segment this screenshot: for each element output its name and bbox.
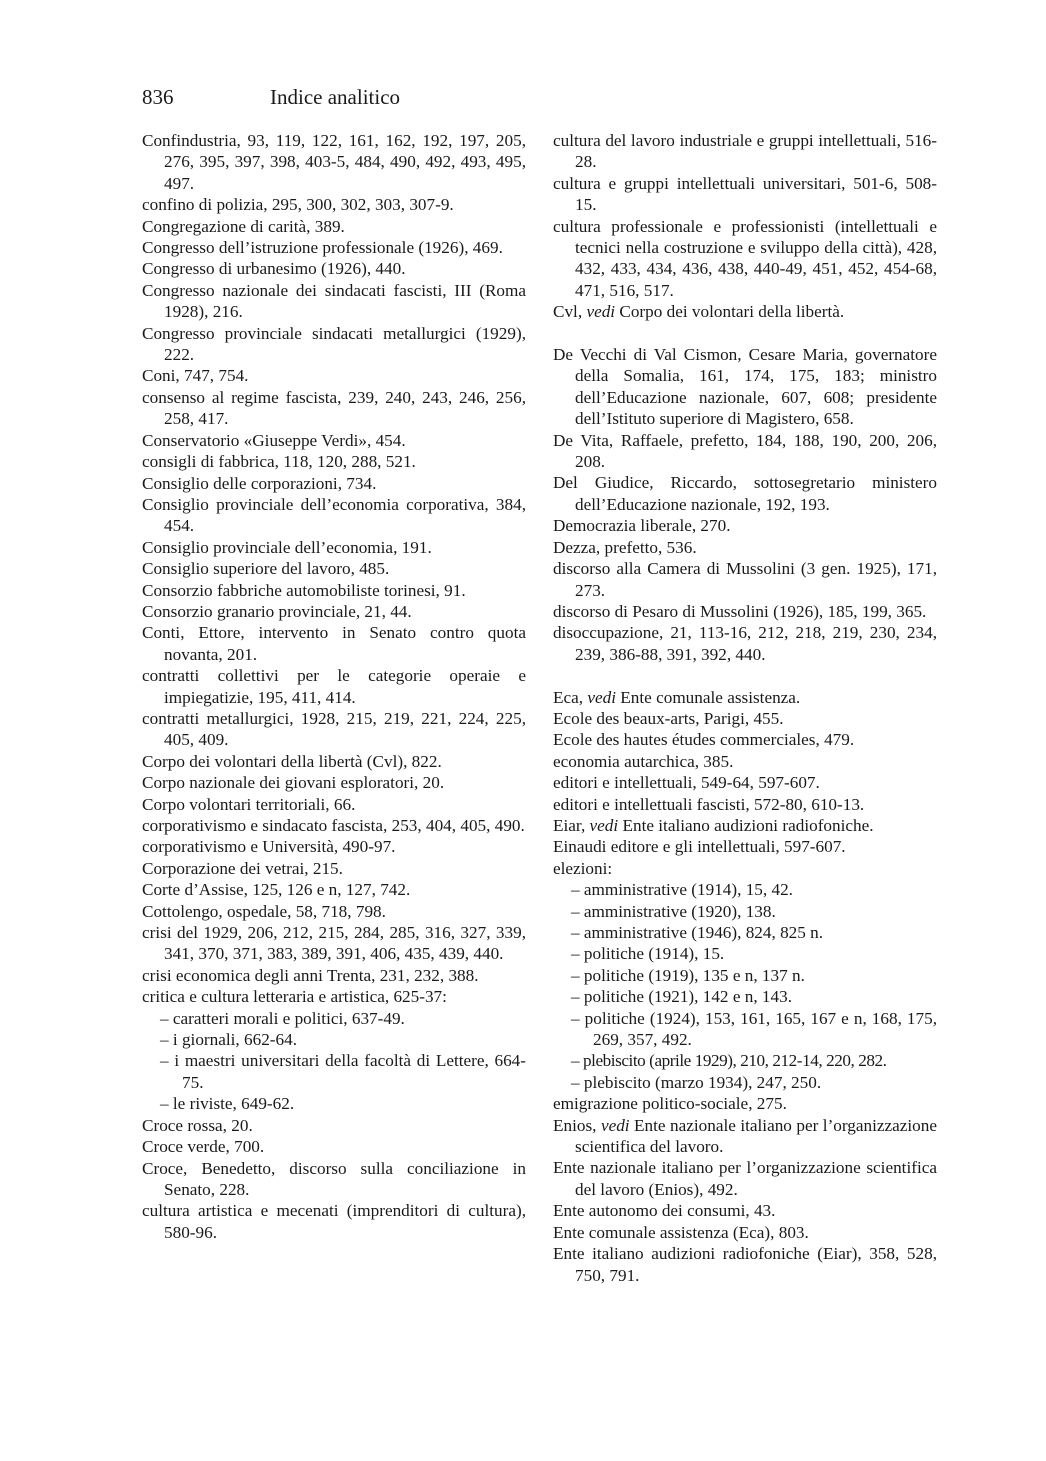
index-entry: Eiar, vedi Ente italiano audizioni radiofoniche. (553, 815, 874, 835)
index-entry: corporativismo e sindacato fascista, 253, 404, 405, 490. (142, 816, 525, 835)
index-entry: Ecole des hautes études commerciales, 479. (553, 730, 855, 750)
index-entry: Congresso nazionale dei sindacati fascisti, III (Roma 1928), 216. (142, 280, 526, 322)
running-title: Indice analitico (270, 85, 401, 109)
page-number: 836 (142, 85, 174, 109)
index-entry: Confindustria, 93, 119, 122, 161, 162, 192, 197, 205, 276, 395, 397, 398, 403-5, 484, 490, 492, 493, 495, 497. (142, 131, 526, 193)
index-entry: Consorzio fabbriche automobiliste torinesi, 91. (142, 580, 466, 600)
index-entry: cultura del lavoro industriale e gruppi intellettuali, 516-28. (553, 131, 937, 172)
index-entry: critica e cultura letteraria e artistica, 625-37: (142, 987, 447, 1007)
section-gap (553, 323, 937, 344)
index-entry: Corte d’Assise, 125, 126 e n, 127, 742. (142, 880, 411, 900)
index-subentry: – politiche (1914), 15. (571, 944, 725, 964)
index-entry: consigli di fabbrica, 118, 120, 288, 521. (142, 452, 416, 472)
index-entry: editori e intellettuali, 549-64, 597-607. (553, 773, 820, 793)
index-entry: Congresso di urbanesimo (1926), 440. (142, 259, 406, 279)
index-entry: Cottolengo, ospedale, 58, 718, 798. (142, 901, 386, 921)
index-entry: Corpo dei volontari della libertà (Cvl), 822. (142, 751, 442, 771)
index-column-left (142, 130, 526, 1243)
index-entry: Conti, Ettore, intervento in Senato contro quota novanta, 201. (142, 623, 526, 664)
index-entry: emigrazione politico-sociale, 275. (553, 1094, 787, 1114)
index-entry: disoccupazione, 21, 113-16, 212, 218, 219, 230, 234, 239, 386-88, 391, 392, 440. (553, 623, 937, 664)
index-subentry: – caratteri morali e politici, 637-49. (160, 1008, 405, 1028)
index-entry: Ente nazionale italiano per l’organizzazione scientifica del lavoro (Enios), 492. (553, 1158, 937, 1199)
section-gap (553, 665, 937, 686)
index-entry: Consiglio provinciale dell’economia corporativa, 384, 454. (142, 494, 526, 536)
index-entry: cultura artistica e mecenati (imprenditori di cultura), 580-96. (142, 1201, 526, 1242)
index-subentry: – plebiscito (aprile 1929), 210, 212-14, 220, 282. (571, 1051, 887, 1071)
index-entry: Consiglio delle corporazioni, 734. (142, 473, 377, 493)
index-entry: Croce rossa, 20. (142, 1115, 253, 1135)
index-subentry: – amministrative (1920), 138. (571, 901, 776, 921)
index-entry: corporativismo e Università, 490-97. (142, 837, 396, 857)
index-entry: De Vecchi di Val Cismon, Cesare Maria, governatore della Somalia, 161, 174, 175, 183; ministro dell’Educazione nazionale, 607, 608; presidente dell’Istituto superiore di Magistero, 658. (553, 345, 937, 429)
index-entry: Corpo nazionale dei giovani esploratori, 20. (142, 773, 445, 793)
index-entry: Cvl, vedi Corpo dei volontari della libertà. (553, 302, 845, 322)
index-subentry: – amministrative (1946), 824, 825 n. (571, 923, 824, 942)
cross-reference-vedi: vedi (589, 815, 619, 835)
index-entry: Del Giudice, Riccardo, sottosegretario ministero dell’Educazione nazionale, 192, 193. (553, 473, 937, 514)
index-entry: cultura professionale e professionisti (intellettuali e tecnici nella costruzione e sviluppo della città), 428, 432, 433, 434, 436, 438, 440-49, 451, 452, 454-68, 471, 516, 517. (553, 216, 937, 300)
index-entry: De Vita, Raffaele, prefetto, 184, 188, 190, 200, 206, 208. (553, 430, 937, 472)
index-entry: Congresso provinciale sindacati metallurgici (1929), 222. (142, 323, 526, 365)
index-entry: Ente comunale assistenza (Eca), 803. (553, 1222, 809, 1242)
index-entry: Einaudi editore e gli intellettuali, 597-607. (553, 837, 846, 857)
index-entry: Ecole des beaux-arts, Parigi, 455. (553, 708, 784, 728)
index-column-right (553, 130, 937, 1286)
index-subentry: – politiche (1924), 153, 161, 165, 167 e n, 168, 175, 269, 357, 492. (571, 1008, 937, 1050)
cross-reference-vedi: vedi (600, 1115, 630, 1135)
index-entry: Conservatorio «Giuseppe Verdi», 454. (142, 430, 406, 450)
index-entry: Ente italiano audizioni radiofoniche (Eiar), 358, 528, 750, 791. (553, 1244, 937, 1285)
index-entry: discorso alla Camera di Mussolini (3 gen. 1925), 171, 273. (553, 559, 937, 600)
running-header (142, 84, 400, 110)
index-entry: Enios, vedi Ente nazionale italiano per l’organizzazione scientifica del lavoro. (553, 1115, 937, 1157)
index-entry: Consorzio granario provinciale, 21, 44. (142, 601, 412, 621)
index-entry: Congregazione di carità, 389. (142, 216, 345, 236)
index-subentry: – plebiscito (marzo 1934), 247, 250. (571, 1072, 822, 1092)
index-entry: Dezza, prefetto, 536. (553, 537, 697, 557)
index-entry: Congresso dell’istruzione professionale (1926), 469. (142, 238, 503, 258)
index-entry: Coni, 747, 754. (142, 366, 249, 386)
index-entry: crisi del 1929, 206, 212, 215, 284, 285, 316, 327, 339, 341, 370, 371, 383, 389, 391, 406, 435, 439, 440. (142, 923, 526, 964)
index-entry: Eca, vedi Ente comunale assistenza. (553, 687, 801, 707)
index-entry: consenso al regime fascista, 239, 240, 243, 246, 256, 258, 417. (142, 387, 526, 429)
index-entry: contratti metallurgici, 1928, 215, 219, 221, 224, 225, 405, 409. (142, 708, 526, 750)
index-entry: Democrazia liberale, 270. (553, 516, 731, 536)
index-entry: Croce, Benedetto, discorso sulla conciliazione in Senato, 228. (142, 1158, 526, 1199)
index-entry: crisi economica degli anni Trenta, 231, 232, 388. (142, 965, 479, 985)
index-subentry: – amministrative (1914), 15, 42. (571, 880, 793, 900)
index-subentry: – le riviste, 649-62. (160, 1094, 295, 1114)
index-entry: contratti collettivi per le categorie operaie e impiegatizie, 195, 411, 414. (142, 666, 526, 707)
index-subentry: – i maestri universitari della facoltà di Lettere, 664-75. (160, 1051, 526, 1092)
index-entry: Consiglio provinciale dell’economia, 191. (142, 537, 432, 557)
index-entry: editori e intellettuali fascisti, 572-80, 610-13. (553, 794, 865, 814)
index-entry: confino di polizia, 295, 300, 302, 303, 307-9. (142, 195, 454, 215)
cross-reference-vedi: vedi (587, 687, 616, 707)
index-subentry: – i giornali, 662-64. (160, 1030, 298, 1050)
index-entry: elezioni: (553, 858, 613, 878)
index-entry: cultura e gruppi intellettuali universitari, 501-6, 508-15. (553, 173, 937, 215)
index-entry: Croce verde, 700. (142, 1137, 265, 1157)
index-entry: discorso di Pesaro di Mussolini (1926), 185, 199, 365. (553, 601, 927, 621)
index-entry: Consiglio superiore del lavoro, 485. (142, 559, 390, 579)
index-entry: Corpo volontari territoriali, 66. (142, 794, 356, 814)
index-entry: economia autarchica, 385. (553, 751, 734, 771)
index-subentry: – politiche (1921), 142 e n, 143. (571, 987, 793, 1007)
index-entry: Ente autonomo dei consumi, 43. (553, 1201, 776, 1221)
index-entry: Corporazione dei vetrai, 215. (142, 858, 343, 878)
index-subentry: – politiche (1919), 135 e n, 137 n. (571, 965, 805, 985)
cross-reference-vedi: vedi (586, 302, 616, 322)
